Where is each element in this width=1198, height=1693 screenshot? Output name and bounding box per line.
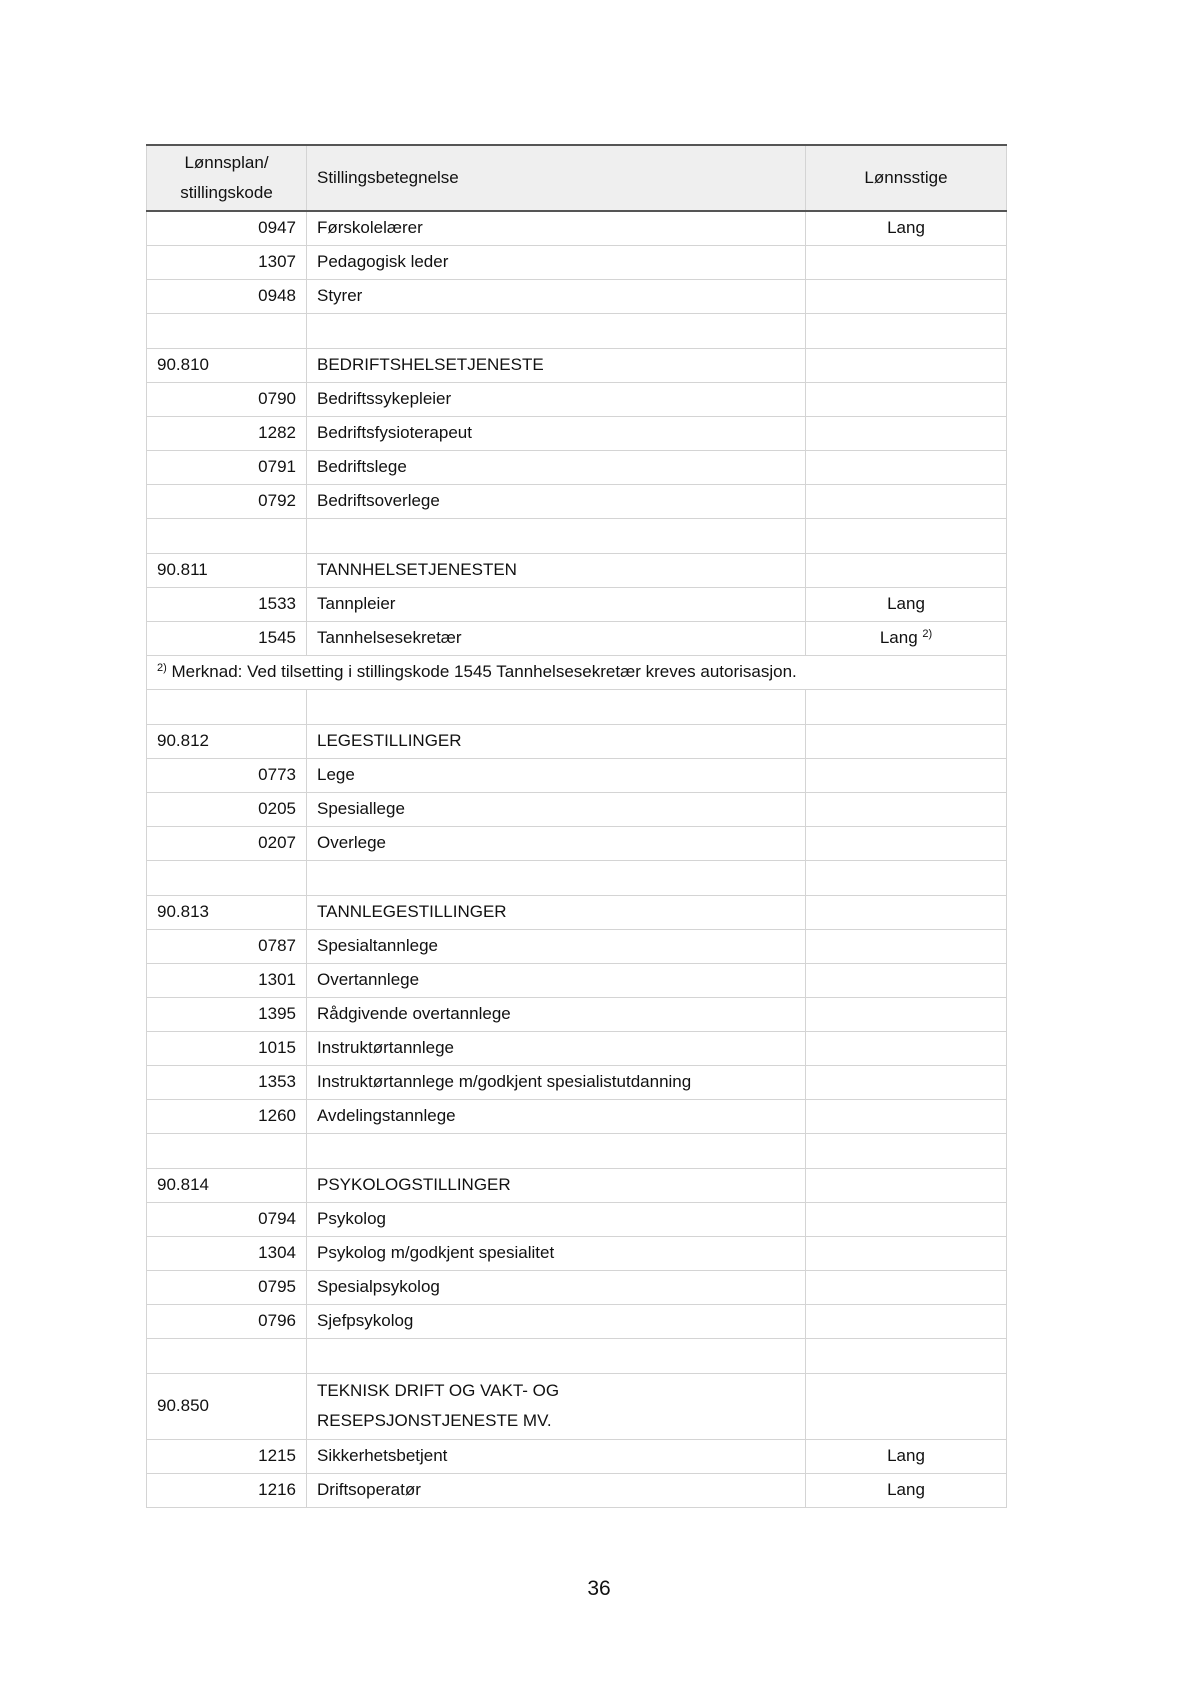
position-title: Rådgivende overtannlege — [307, 997, 806, 1031]
position-code: 1307 — [147, 245, 307, 279]
position-code: 1545 — [147, 621, 307, 655]
position-title: Spesiallege — [307, 792, 806, 826]
header-scale: Lønnsstige — [806, 145, 1007, 211]
table-row — [147, 792, 1007, 826]
table-row — [147, 997, 1007, 1031]
plan-section-row — [147, 1168, 1007, 1202]
blank-cell-scale — [806, 689, 1007, 724]
position-code: 1215 — [147, 1439, 307, 1473]
header-code — [147, 145, 307, 211]
plan-title-line2: RESEPSJONSTJENESTE MV. — [317, 1411, 552, 1430]
blank-cell-scale — [806, 860, 1007, 895]
position-title: Pedagogisk leder — [307, 245, 806, 279]
position-code: 1395 — [147, 997, 307, 1031]
position-code: 0792 — [147, 484, 307, 518]
salary-code-table-container — [146, 144, 1006, 1508]
note-row — [147, 655, 1007, 689]
table-row — [147, 1439, 1007, 1473]
header-row — [147, 145, 1007, 211]
salary-scale — [806, 895, 1007, 929]
plan-section-row — [147, 348, 1007, 382]
position-code: 0773 — [147, 758, 307, 792]
blank-cell-code — [147, 1338, 307, 1373]
position-title: Tannhelsesekretær — [307, 621, 806, 655]
salary-scale — [806, 1202, 1007, 1236]
blank-cell-code — [147, 518, 307, 553]
position-code: 0796 — [147, 1304, 307, 1338]
blank-cell-code — [147, 860, 307, 895]
position-title: Overtannlege — [307, 963, 806, 997]
table-row — [147, 1202, 1007, 1236]
table-row — [147, 245, 1007, 279]
salary-scale — [806, 963, 1007, 997]
blank-cell-scale — [806, 313, 1007, 348]
position-title: Sikkerhetsbetjent — [307, 1439, 806, 1473]
position-code: 1216 — [147, 1473, 307, 1507]
position-code: 0794 — [147, 1202, 307, 1236]
plan-code: 90.850 — [147, 1373, 307, 1439]
plan-title: TANNHELSETJENESTEN — [307, 553, 806, 587]
blank-cell-title — [307, 860, 806, 895]
blank-row — [147, 1133, 1007, 1168]
blank-row — [147, 1338, 1007, 1373]
blank-row — [147, 689, 1007, 724]
salary-scale — [806, 826, 1007, 860]
plan-section-row — [147, 895, 1007, 929]
table-row — [147, 279, 1007, 313]
plan-code: 90.814 — [147, 1168, 307, 1202]
position-code: 0207 — [147, 826, 307, 860]
position-code: 1015 — [147, 1031, 307, 1065]
blank-cell-title — [307, 689, 806, 724]
salary-scale-value: Lang — [879, 628, 918, 647]
plan-code: 90.811 — [147, 553, 307, 587]
position-title: Driftsoperatør — [307, 1473, 806, 1507]
position-code: 1304 — [147, 1236, 307, 1270]
position-code: 1260 — [147, 1099, 307, 1133]
blank-cell-title — [307, 313, 806, 348]
position-code: 0947 — [147, 211, 307, 245]
page-number: 36 — [587, 1577, 611, 1600]
table-row — [147, 1065, 1007, 1099]
salary-scale — [806, 279, 1007, 313]
salary-scale — [806, 621, 1007, 655]
position-code: 1301 — [147, 963, 307, 997]
blank-cell-title — [307, 1338, 806, 1373]
position-title: Instruktørtannlege — [307, 1031, 806, 1065]
table-row — [147, 484, 1007, 518]
position-code: 0795 — [147, 1270, 307, 1304]
plan-section-row — [147, 553, 1007, 587]
table-row — [147, 1270, 1007, 1304]
table-row — [147, 621, 1007, 655]
table-row — [147, 929, 1007, 963]
position-code: 1533 — [147, 587, 307, 621]
position-title: Tannpleier — [307, 587, 806, 621]
position-title: Psykolog — [307, 1202, 806, 1236]
header-title: Stillingsbetegnelse — [307, 145, 806, 211]
position-code: 0787 — [147, 929, 307, 963]
table-row — [147, 416, 1007, 450]
salary-scale — [806, 758, 1007, 792]
position-title: Spesialtannlege — [307, 929, 806, 963]
position-title: Førskolelærer — [307, 211, 806, 245]
position-code: 0948 — [147, 279, 307, 313]
position-title: Bedriftslege — [307, 450, 806, 484]
table-row — [147, 826, 1007, 860]
blank-cell-scale — [806, 1133, 1007, 1168]
blank-cell-code — [147, 1133, 307, 1168]
salary-scale — [806, 1099, 1007, 1133]
position-code: 0205 — [147, 792, 307, 826]
salary-scale — [806, 1236, 1007, 1270]
plan-code: 90.810 — [147, 348, 307, 382]
table-row — [147, 382, 1007, 416]
position-title: Overlege — [307, 826, 806, 860]
blank-cell-title — [307, 518, 806, 553]
position-title: Psykolog m/godkjent spesialitet — [307, 1236, 806, 1270]
table-row — [147, 963, 1007, 997]
salary-scale — [806, 450, 1007, 484]
salary-scale — [806, 587, 1007, 621]
position-code: 0791 — [147, 450, 307, 484]
salary-scale — [806, 211, 1007, 245]
blank-row — [147, 518, 1007, 553]
footnote-marker: 2) — [922, 628, 933, 640]
blank-row — [147, 860, 1007, 895]
plan-title — [307, 1373, 806, 1439]
table-row — [147, 1099, 1007, 1133]
salary-scale — [806, 997, 1007, 1031]
salary-scale-value: Lang — [887, 1480, 925, 1499]
position-title: Sjefpsykolog — [307, 1304, 806, 1338]
plan-title-line1: TEKNISK DRIFT OG VAKT- OG — [317, 1381, 560, 1400]
header-code-line1: Lønnsplan/ — [184, 153, 269, 172]
plan-code: 90.813 — [147, 895, 307, 929]
table-row — [147, 1473, 1007, 1507]
salary-scale — [806, 1065, 1007, 1099]
table-body — [147, 211, 1007, 1507]
position-title: Lege — [307, 758, 806, 792]
position-code: 1282 — [147, 416, 307, 450]
blank-row — [147, 313, 1007, 348]
position-title: Styrer — [307, 279, 806, 313]
plan-section-row — [147, 724, 1007, 758]
salary-scale — [806, 724, 1007, 758]
blank-cell-code — [147, 313, 307, 348]
table-row — [147, 1031, 1007, 1065]
blank-cell-scale — [806, 1338, 1007, 1373]
header-code-line2: stillingskode — [180, 183, 273, 202]
salary-scale — [806, 792, 1007, 826]
plan-title: TANNLEGESTILLINGER — [307, 895, 806, 929]
table-row — [147, 211, 1007, 245]
position-code: 0790 — [147, 382, 307, 416]
salary-scale — [806, 1373, 1007, 1439]
table-row — [147, 587, 1007, 621]
salary-scale — [806, 1031, 1007, 1065]
position-code: 1353 — [147, 1065, 307, 1099]
salary-scale-value: Lang — [887, 1446, 925, 1465]
note-footnote-marker: 2) — [157, 662, 167, 674]
salary-code-table — [146, 144, 1007, 1508]
blank-cell-title — [307, 1133, 806, 1168]
plan-title: LEGESTILLINGER — [307, 724, 806, 758]
salary-scale — [806, 484, 1007, 518]
salary-scale — [806, 1168, 1007, 1202]
salary-scale — [806, 553, 1007, 587]
table-row — [147, 758, 1007, 792]
salary-scale — [806, 1270, 1007, 1304]
salary-scale-value: Lang — [887, 218, 925, 238]
note-text: Merknad: Ved tilsetting i stillingskode 1545 Tannhelsesekretær kreves autorisasjon. — [171, 662, 797, 681]
position-title: Instruktørtannlege m/godkjent spesialistutdanning — [307, 1065, 806, 1099]
salary-scale — [806, 245, 1007, 279]
salary-scale — [806, 416, 1007, 450]
salary-scale — [806, 1473, 1007, 1507]
salary-scale — [806, 929, 1007, 963]
table-row — [147, 1236, 1007, 1270]
table-header — [147, 145, 1007, 211]
salary-scale — [806, 382, 1007, 416]
salary-scale — [806, 1439, 1007, 1473]
salary-scale-value: Lang — [887, 594, 925, 613]
salary-scale — [806, 348, 1007, 382]
position-title: Bedriftssykepleier — [307, 382, 806, 416]
position-title: Avdelingstannlege — [307, 1099, 806, 1133]
blank-cell-scale — [806, 518, 1007, 553]
position-title: Spesialpsykolog — [307, 1270, 806, 1304]
table-row — [147, 1304, 1007, 1338]
plan-title: BEDRIFTSHELSETJENESTE — [307, 348, 806, 382]
table-row — [147, 450, 1007, 484]
salary-scale — [806, 1304, 1007, 1338]
note-cell — [147, 655, 1007, 689]
plan-title: PSYKOLOGSTILLINGER — [307, 1168, 806, 1202]
position-title: Bedriftsoverlege — [307, 484, 806, 518]
position-title: Bedriftsfysioterapeut — [307, 416, 806, 450]
plan-section-row — [147, 1373, 1007, 1439]
plan-code: 90.812 — [147, 724, 307, 758]
blank-cell-code — [147, 689, 307, 724]
